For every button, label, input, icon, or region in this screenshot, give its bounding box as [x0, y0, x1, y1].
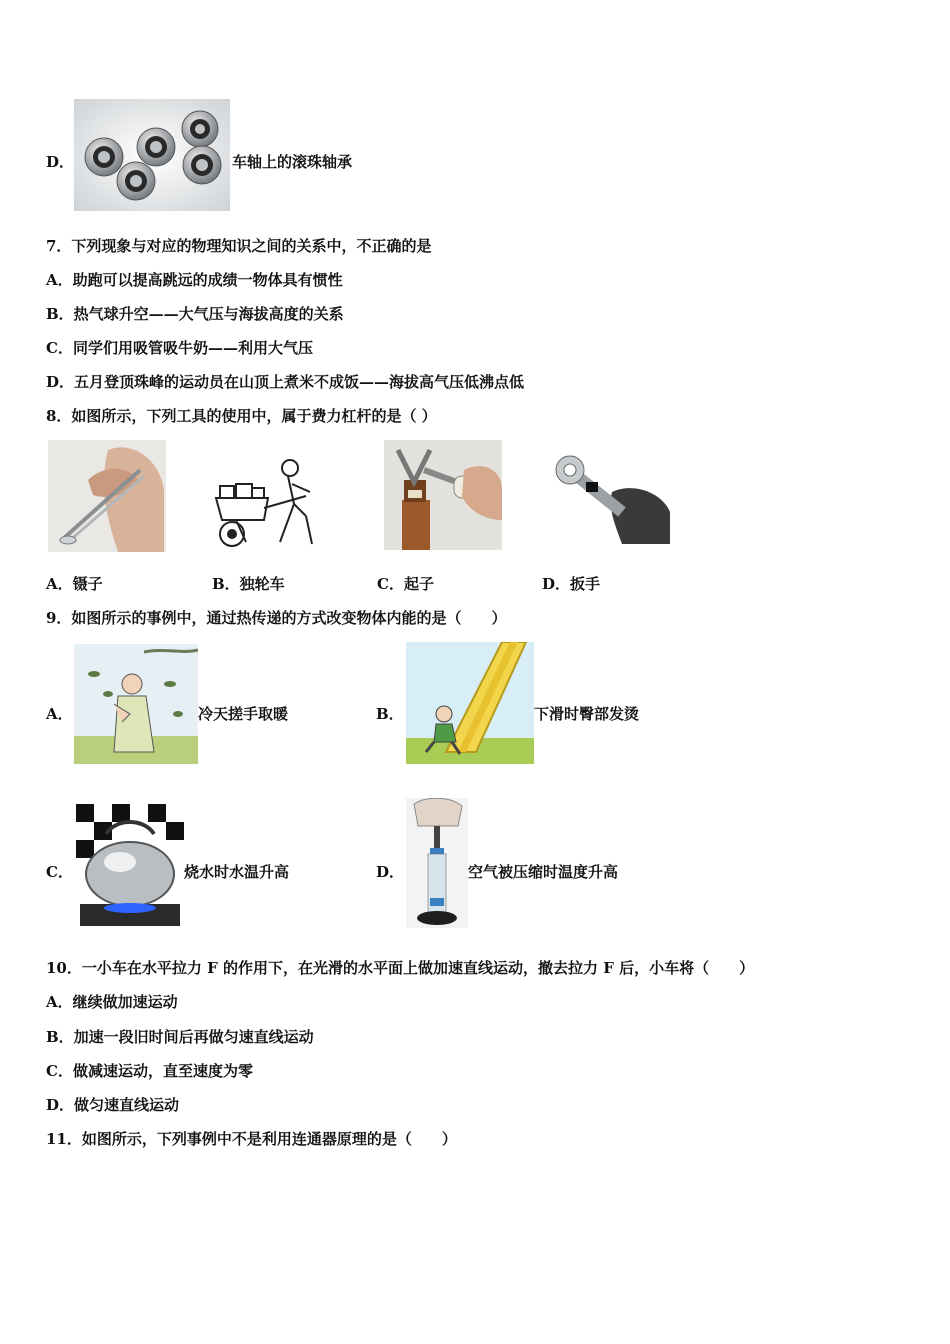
q10-option-a: A．继续做加速运动 [46, 993, 178, 1011]
q9-option-d-label: D． [376, 863, 405, 881]
q10-option-d: D．做匀速直线运动 [46, 1096, 180, 1114]
wrench-image [552, 452, 670, 544]
q8-caption-d: D．扳手 [542, 575, 601, 593]
q7-option-c: C．同学们用吸管吸牛奶——利用大气压 [46, 339, 313, 357]
bottle-opener-image [384, 440, 502, 550]
q9-option-a-text: 冷天搓手取暖 [198, 705, 289, 723]
q8-stem: 8．如图所示，下列工具的使用中，属于费力杠杆的是（ ） [46, 407, 437, 425]
q9-stem: 9．如图所示的事例中，通过热传递的方式改变物体内能的是（ ） [46, 609, 507, 627]
q11-stem: 11．如图所示，下列事例中不是利用连通器原理的是（ ） [46, 1130, 457, 1148]
q7-option-a: A．助跑可以提高跳远的成绩一物体具有惯性 [46, 271, 343, 289]
q10-option-c: C．做减速运动，直至速度为零 [46, 1062, 253, 1080]
q8-caption-b: B．独轮车 [212, 575, 285, 593]
q10-stem: 10．一小车在水平拉力 F 的作用下，在光滑的水平面上做加速直线运动，撤去拉力 F 后，小车将（ ） [46, 959, 755, 977]
q9-option-b-text: 下滑时臀部发烫 [534, 705, 640, 723]
air-compression-tube-image [406, 798, 468, 928]
wheelbarrow-image [206, 456, 338, 552]
q6-option-d-label: D． [46, 153, 75, 171]
q8-caption-a: A．镊子 [46, 575, 103, 593]
q7-option-b: B．热气球升空——大气压与海拔高度的关系 [46, 305, 344, 323]
tweezers-image [48, 440, 166, 552]
q9-option-d-text: 空气被压缩时温度升高 [468, 863, 619, 881]
q9-option-a-label: A． [46, 705, 73, 723]
q6-option-d-text: 车轴上的滚珠轴承 [232, 153, 353, 171]
ball-bearings-image [74, 99, 230, 211]
q9-option-c-label: C． [46, 863, 73, 881]
cold-day-hand-rubbing-image [74, 644, 198, 764]
q9-option-b-label: B． [376, 705, 404, 723]
q7-stem: 7．下列现象与对应的物理知识之间的关系中，不正确的是 [46, 237, 432, 255]
slide-image [406, 642, 534, 764]
q9-option-c-text: 烧水时水温升高 [184, 863, 290, 881]
kettle-on-stove-image [76, 804, 184, 926]
q7-option-d: D．五月登顶珠峰的运动员在山顶上煮米不成饭——海拔高气压低沸点低 [46, 373, 525, 391]
q8-caption-c: C．起子 [377, 575, 434, 593]
q10-option-b: B．加速一段旧时间后再做匀速直线运动 [46, 1028, 314, 1046]
